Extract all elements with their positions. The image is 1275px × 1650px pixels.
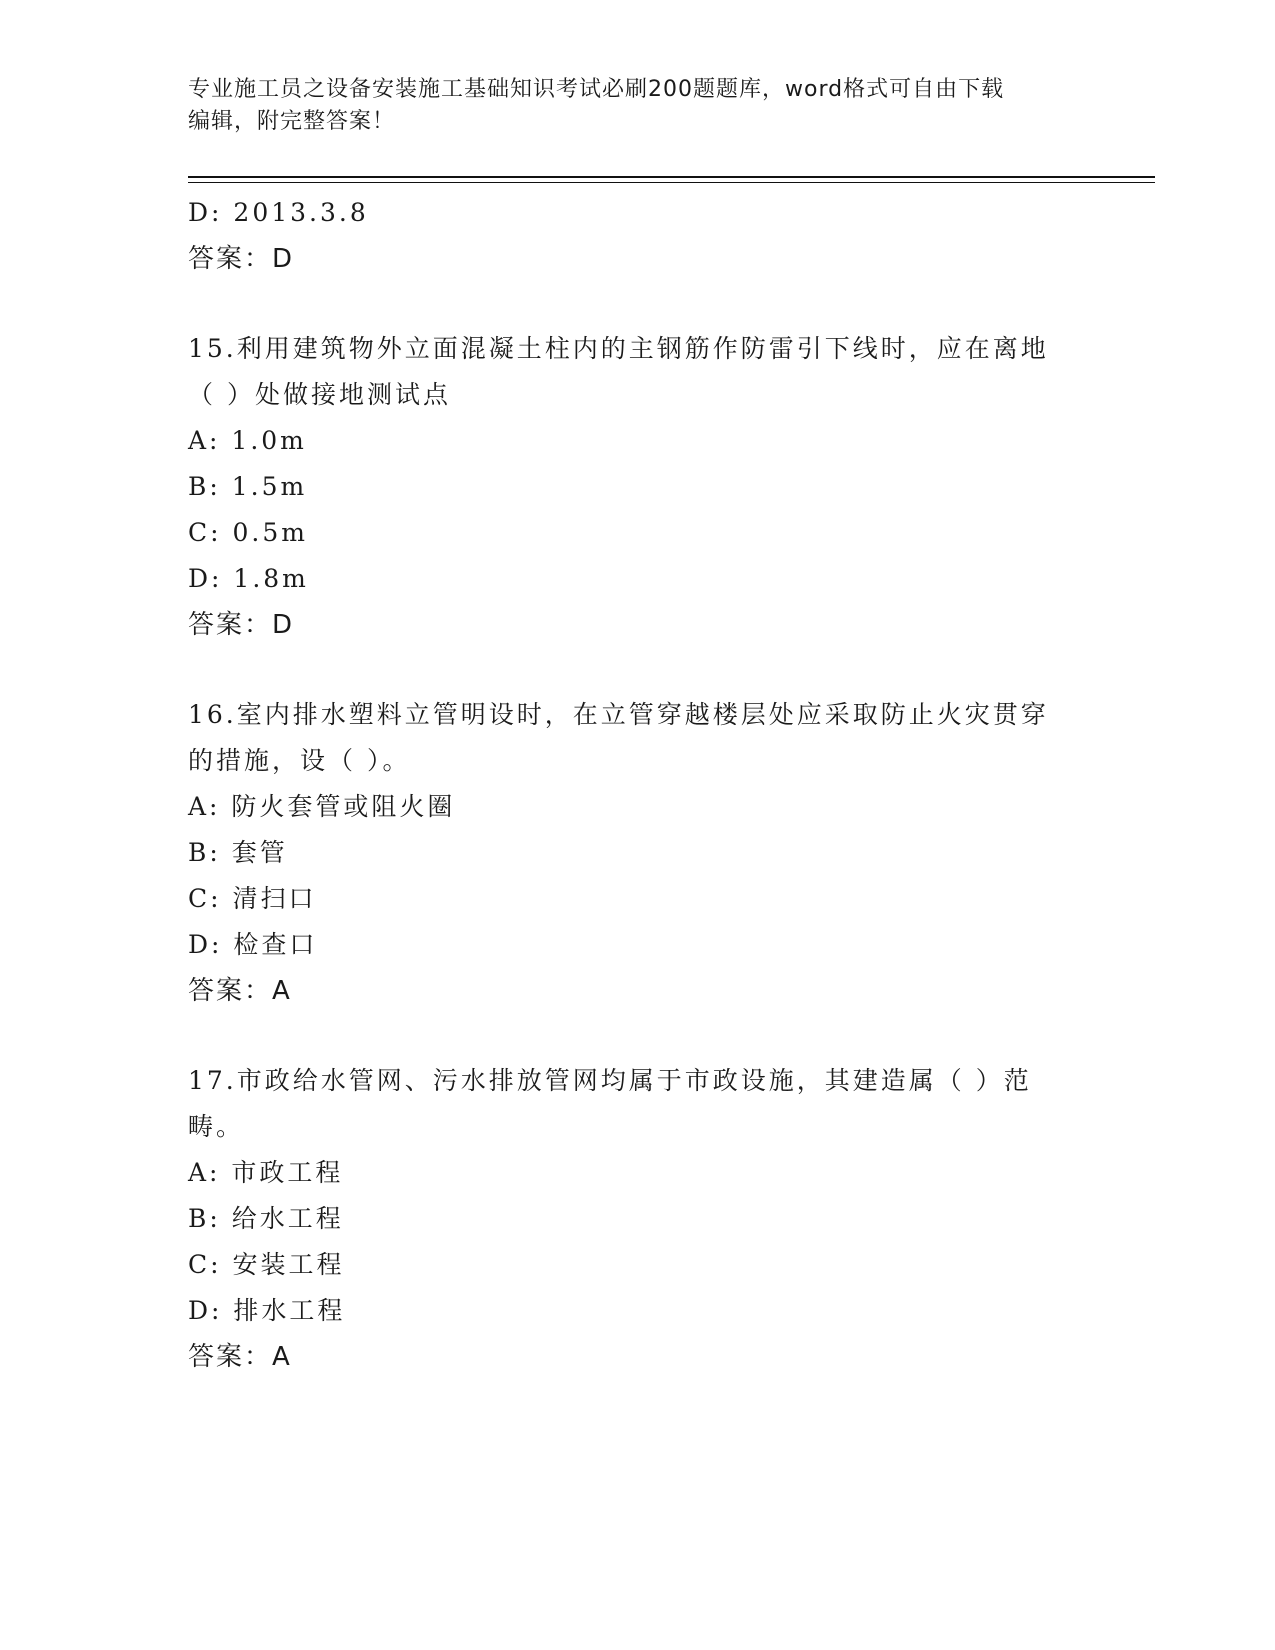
option-a: A: 市政工程 xyxy=(188,1158,344,1187)
question-list xyxy=(188,190,1088,1380)
question-text-line-1: 17.市政给水管网、污水排放管网均属于市政设施，其建造属（ ）范 xyxy=(188,1066,1032,1095)
answer-label: 答案：A xyxy=(188,976,292,1006)
option-d: D: 1.8m xyxy=(188,564,309,593)
option-a: A: 1.0m xyxy=(188,426,307,455)
option-b: B: 套管 xyxy=(188,838,288,867)
question-15 xyxy=(188,326,1088,648)
question-text xyxy=(188,326,1068,418)
question-text-line-1: 16.室内排水塑料立管明设时，在立管穿越楼层处应采取防止火灾贯穿 xyxy=(188,700,1049,729)
option-c: C: 0.5m xyxy=(188,518,308,547)
header-divider-thick xyxy=(188,176,1155,178)
question-text-line-2: 畴。 xyxy=(188,1112,245,1141)
answer-label: 答案：D xyxy=(188,244,295,274)
option-d: D: 排水工程 xyxy=(188,1296,346,1325)
answer-label: 答案：D xyxy=(188,610,295,640)
option-b: B: 给水工程 xyxy=(188,1204,344,1233)
header-title-line-1: 专业施工员之设备安装施工基础知识考试必刷200题题库，word格式可自由下载 xyxy=(188,77,1005,102)
option-d: D: 2013.3.8 xyxy=(188,198,369,227)
option-b: B: 1.5m xyxy=(188,472,308,501)
question-text-line-2: （ ）处做接地测试点 xyxy=(188,380,451,409)
option-c: C: 清扫口 xyxy=(188,884,317,913)
question-text-line-1: 15.利用建筑物外立面混凝土柱内的主钢筋作防雷引下线时，应在离地 xyxy=(188,334,1049,363)
option-a: A: 防火套管或阻火圈 xyxy=(188,792,456,821)
question-17 xyxy=(188,1058,1088,1380)
option-c: C: 安装工程 xyxy=(188,1250,345,1279)
question-16 xyxy=(188,692,1088,1014)
answer-label: 答案：A xyxy=(188,1342,292,1372)
question-text xyxy=(188,692,1068,784)
question-text-line-2: 的措施，设（ ）。 xyxy=(188,746,411,775)
header-divider-thin xyxy=(188,182,1155,183)
previous-question-tail xyxy=(188,190,1088,282)
document-header xyxy=(188,74,1088,138)
header-title-line-2: 编辑，附完整答案！ xyxy=(188,109,396,134)
question-text xyxy=(188,1058,1068,1150)
option-d: D: 检查口 xyxy=(188,930,318,959)
